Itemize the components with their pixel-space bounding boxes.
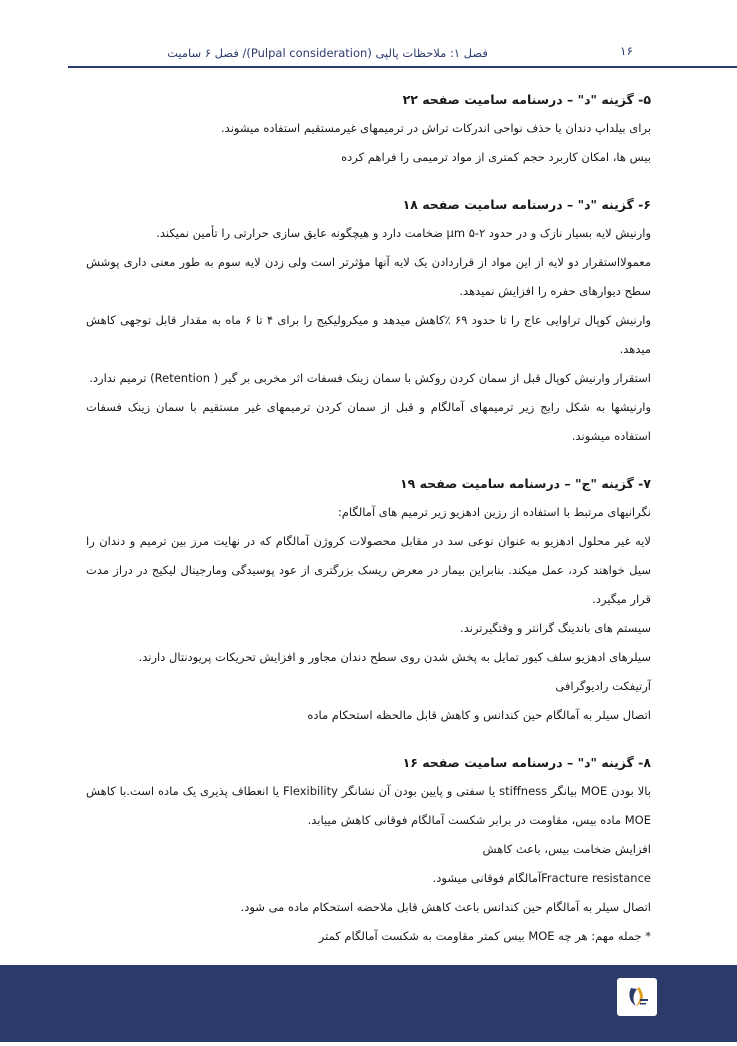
paragraph: برای بیلداپ دندان یا حذف نواحی اندرکات تراش در ترمیمهای غیرمستقیم استفاده میشوند.: [221, 121, 651, 135]
paragraph: Fracture resistanceآمالگام فوقانی میشود.: [432, 871, 651, 885]
answer-7: [86, 470, 651, 730]
paragraph: بیس ها، امکان کاربرد حجم کمتری از مواد ترمیمی را فراهم کرده: [341, 150, 651, 164]
running-header-title: فصل ۱: ملاحظات پالپی (Pulpal consideration)/ فصل ۶ سامیت: [167, 46, 488, 60]
paragraph: افزایش ضخامت بیس، باعث کاهش: [482, 842, 651, 856]
header-divider: [68, 66, 737, 68]
answer-title: ۸- گزینه "د" – درسنامه سامیت صفحه ۱۶: [402, 755, 651, 770]
publisher-logo: [617, 978, 657, 1016]
answer-title: ۷- گزینه "ج" – درسنامه سامیت صفحه ۱۹: [399, 476, 651, 491]
paragraph: سیستم های باندینگ گرانتر و وقتگیرترند.: [460, 621, 651, 635]
document-body: [86, 86, 651, 1046]
page-header: [0, 0, 737, 68]
paragraph: اتصال سیلر به آمالگام حین کندانس و کاهش قابل مالحظه استحکام ماده: [307, 708, 651, 722]
paragraph: لایه غیر محلول ادهزیو به عنوان نوعی سد در مقابل محصولات کروژن آمالگام که در نهایت مرز بین ترمیم و دندان را سیل خواهند کرد، عمل میکند. بنابراین بیمار در معرض ریسک بزرگتری از عود پوسیدگی ومارجینال لیکیج در دراز مدت قرار میگیرد.: [86, 534, 651, 606]
paragraph: سیلرهای ادهزیو سلف کیور تمایل به پخش شدن روی سطح دندان مجاور و افزایش تحریکات پریودنتال دارند.: [138, 650, 651, 664]
paragraph: وارنیشها به شکل رایج زیر ترمیمهای آمالگام و قبل از سمان کردن ترمیمهای غیر مستقیم با سمان زینک فسفات استفاده میشوند.: [86, 400, 651, 443]
answer-title: ۵- گزینه "د" – درسنامه سامیت صفحه ۲۲: [402, 92, 651, 107]
paragraph: نگرانیهای مرتبط با استفاده از رزین ادهزیو زیر ترمیم های آمالگام:: [337, 505, 651, 519]
paragraph: اتصال سیلر به آمالگام حین کندانس باعث کاهش قابل ملاحضه استحکام ماده می شود.: [240, 900, 651, 914]
answer-8: [86, 749, 651, 951]
answer-title: ۶- گزینه "د" – درسنامه سامیت صفحه ۱۸: [402, 197, 651, 212]
paragraph: معمولااستقرار دو لایه از این مواد از قراردادن یک لایه آنها مؤثرتر است ولی زدن لایه سوم به طور معنی داری پوشش سطح دیوارهای حفره را افزایش نمیدهد.: [86, 255, 651, 298]
publisher-logo-icon: [617, 978, 657, 1016]
answer-6: [86, 191, 651, 451]
page-number: ۱۶: [620, 44, 633, 58]
paragraph: استقرار وارنیش کوپال قبل از سمان کردن روکش با سمان زینک فسفات اثر مخربی بر گیر ( Retention) ترمیم ندارد.: [89, 371, 651, 385]
paragraph: آرتیفکت رادیوگرافی: [555, 679, 651, 693]
paragraph: وارنیش لایه بسیار نازک و در حدود ۲-۵ μm ضخامت دارد و هیچگونه عایق سازی حرارتی را تأمین نمیکند.: [156, 226, 651, 240]
paragraph: * جمله مهم: هر چه MOE بیس کمتر مقاومت به شکست آمالگام کمتر: [318, 929, 651, 943]
answer-5: [86, 86, 651, 172]
paragraph: بالا بودن MOE بیانگر stiffness یا سفتی و پایین بودن آن نشانگر Flexibility یا انعطاف پذیری یک ماده است.با کاهش MOE ماده بیس، مقاومت در برابر شکست آمالگام فوقانی کاهش مییابد.: [86, 784, 651, 827]
paragraph: وارنیش کوپال تراوایی عاج را تا حدود ۶۹ ٪کاهش میدهد و میکرولیکیج را برای ۴ تا ۶ ماه به مقدار قابل توجهی کاهش میدهد.: [86, 313, 651, 356]
